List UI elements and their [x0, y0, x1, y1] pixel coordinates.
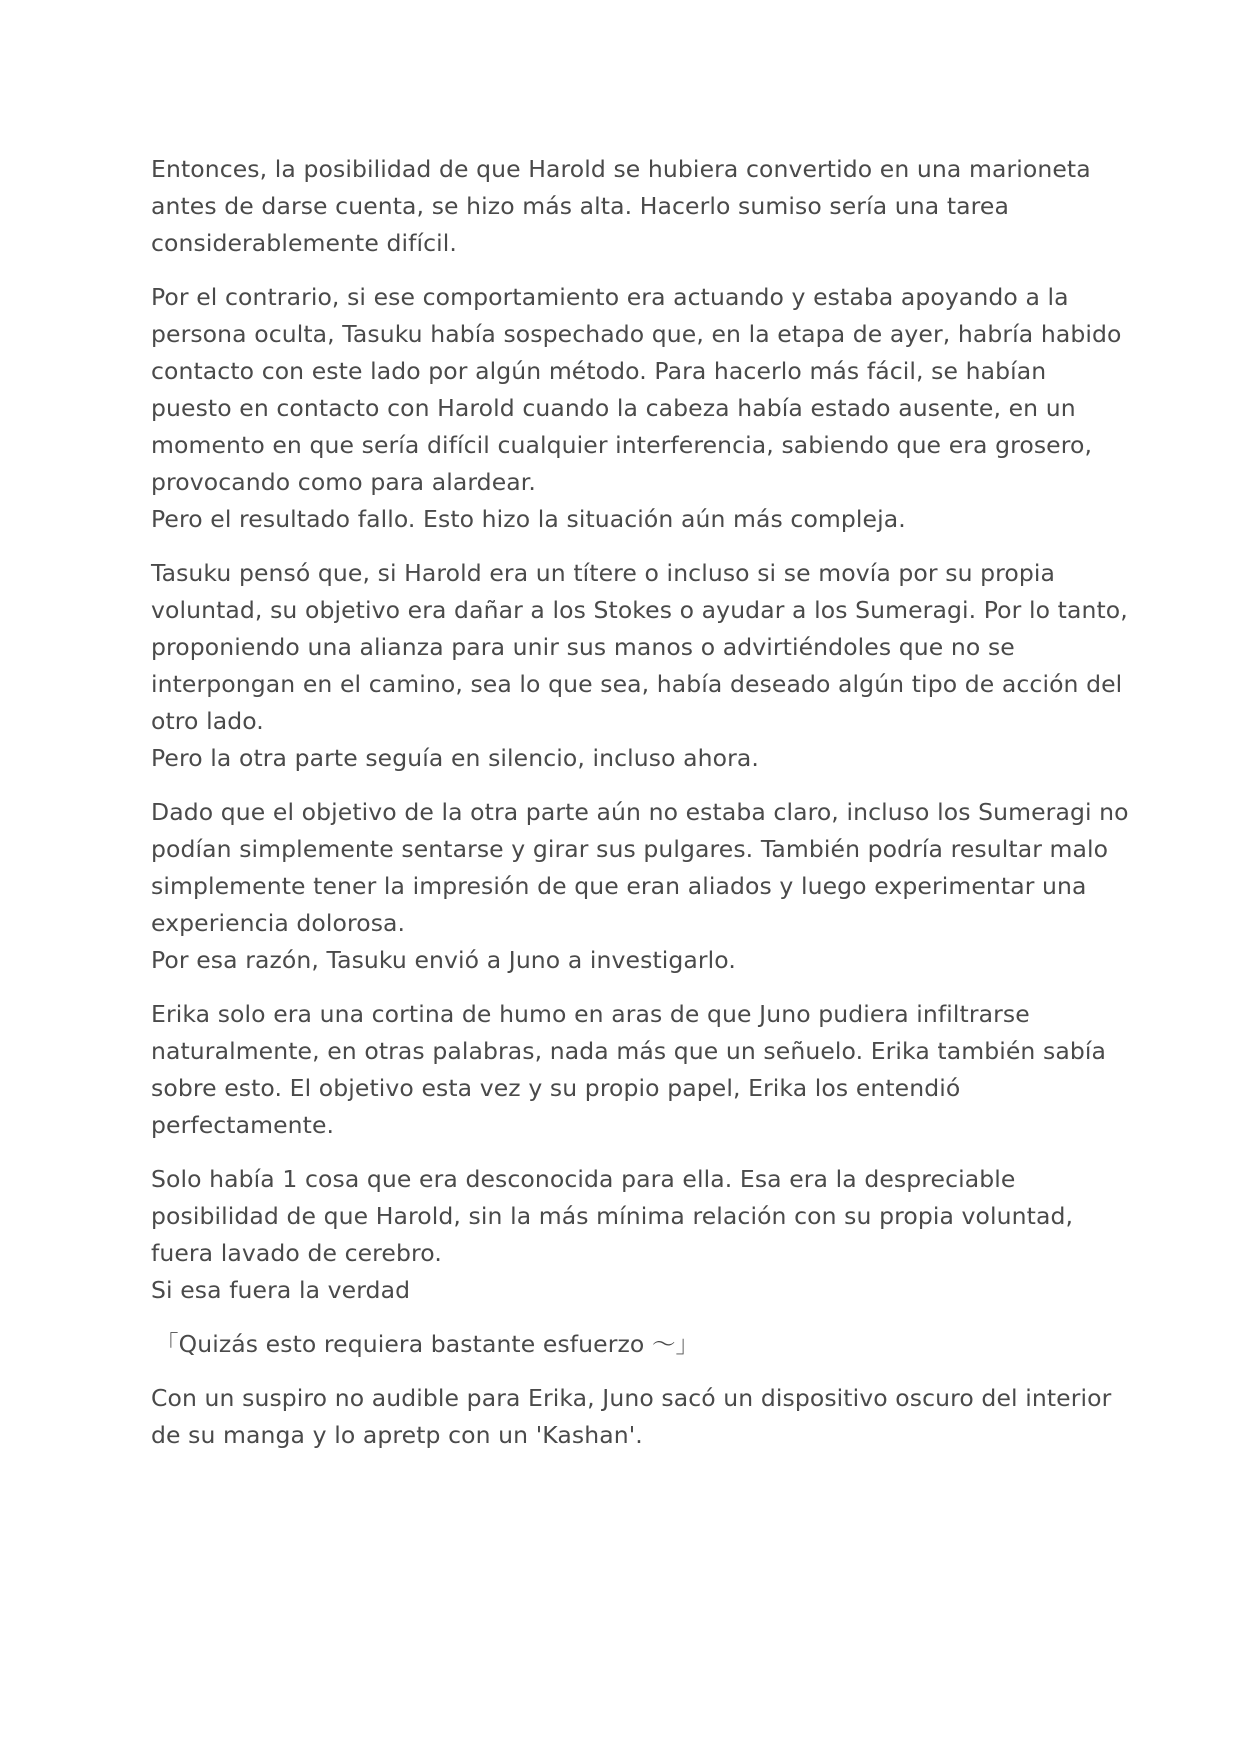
text-line: fuera lavado de cerebro.	[151, 1239, 442, 1267]
text-line: perfectamente.	[151, 1111, 335, 1139]
text-line: podían simplemente sentarse y girar sus pulgares. También podría resultar malo	[151, 835, 1109, 863]
text-line: considerablemente difícil.	[151, 229, 457, 257]
text-line: antes de darse cuenta, se hizo más alta. Hacerlo sumiso sería una tarea	[151, 192, 1009, 220]
text-line: Dado que el objetivo de la otra parte aún no estaba claro, incluso los Sumeragi no	[151, 798, 1129, 826]
text-line: voluntad, su objetivo era dañar a los Stokes o ayudar a los Sumeragi. Por lo tanto,	[151, 596, 1128, 624]
text-line: experiencia dolorosa.	[151, 909, 406, 937]
text-line: sobre esto. El objetivo esta vez y su propio papel, Erika los entendió	[151, 1074, 961, 1102]
text-line: persona oculta, Tasuku había sospechado que, en la etapa de ayer, habría habido	[151, 320, 1122, 348]
text-line: Con un suspiro no audible para Erika, Juno sacó un dispositivo oscuro del interior	[151, 1384, 1112, 1412]
paragraph-5	[151, 996, 1106, 1144]
text-line: Entonces, la posibilidad de que Harold se hubiera convertido en una marioneta	[151, 155, 1091, 183]
text-line: puesto en contacto con Harold cuando la cabeza había estado ausente, en un	[151, 394, 1076, 422]
text-line: simplemente tener la impresión de que eran aliados y luego experimentar una	[151, 872, 1087, 900]
paragraph-6	[151, 1161, 1096, 1309]
text-line: provocando como para alardear.	[151, 468, 536, 496]
text-line: proponiendo una alianza para unir sus manos o advirtiéndoles que no se	[151, 633, 1015, 661]
text-line: contacto con este lado por algún método. Para hacerlo más fácil, se habían	[151, 357, 1047, 385]
text-line: Pero la otra parte seguía en silencio, incluso ahora.	[151, 744, 759, 772]
text-line: Por el contrario, si ese comportamiento era actuando y estaba apoyando a la	[151, 283, 1069, 311]
text-line: naturalmente, en otras palabras, nada más que un señuelo. Erika también sabía	[151, 1037, 1106, 1065]
text-line: posibilidad de que Harold, sin la más mínima relación con su propia voluntad,	[151, 1202, 1074, 1230]
text-line: de su manga y lo apretp con un 'Kashan'.	[151, 1421, 643, 1449]
paragraph-4	[151, 794, 1129, 979]
dialogue-paragraph	[155, 1326, 1096, 1363]
text-line: Por esa razón, Tasuku envió a Juno a investigarlo.	[151, 946, 736, 974]
document-body	[151, 151, 1129, 1471]
dialogue-line: 「Quizás esto requiera bastante esfuerzo ～」	[155, 1330, 700, 1358]
text-line: interpongan en el camino, sea lo que sea, había deseado algún tipo de acción del	[151, 670, 1123, 698]
paragraph-8	[151, 1380, 1112, 1454]
text-line: momento en que sería difícil cualquier interferencia, sabiendo que era grosero,	[151, 431, 1093, 459]
paragraph-2	[151, 279, 1122, 538]
text-line: Si esa fuera la verdad	[151, 1276, 411, 1304]
paragraph-1	[151, 151, 1096, 262]
text-line: Tasuku pensó que, si Harold era un títere o incluso si se movía por su propia	[151, 559, 1056, 587]
text-line: Solo había 1 cosa que era desconocida para ella. Esa era la despreciable	[151, 1165, 1016, 1193]
paragraph-3	[151, 555, 1128, 777]
text-line: otro lado.	[151, 707, 264, 735]
text-line: Erika solo era una cortina de humo en aras de que Juno pudiera infiltrarse	[151, 1000, 1030, 1028]
text-line: Pero el resultado fallo. Esto hizo la situación aún más compleja.	[151, 505, 906, 533]
